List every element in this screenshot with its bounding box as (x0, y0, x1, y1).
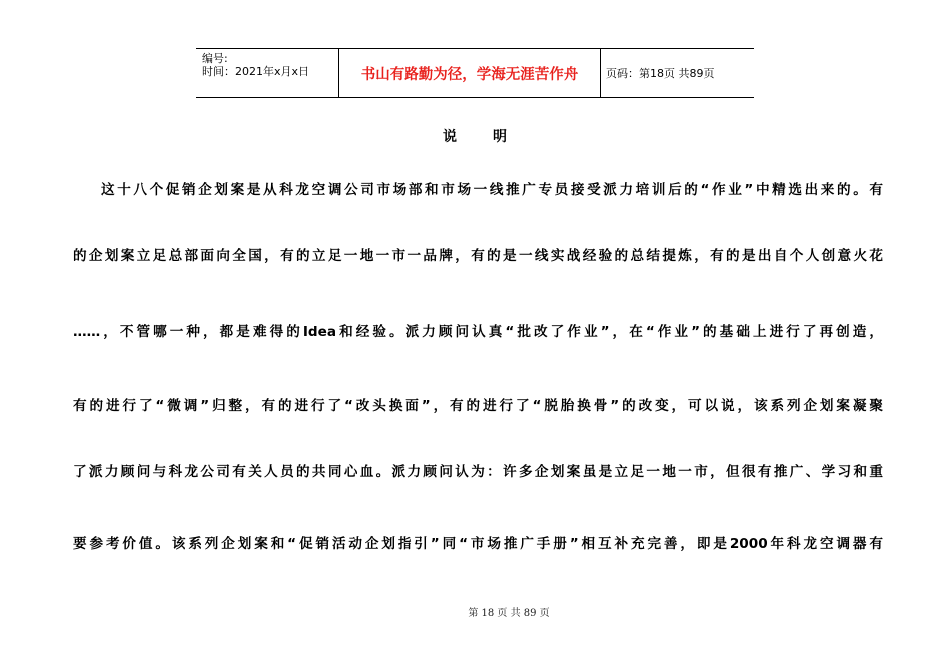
document-title: 说明 (443, 129, 543, 145)
paragraph-line: 了派力顾问与科龙公司有关人员的共同心血。派力顾问认为：许多企划案虽是立足一地一市，但很有推广、学习和重 (73, 464, 883, 480)
paragraph-line: 的企划案立足总部面向全国，有的立足一地一市一品牌，有的是一线实战经验的总结提炼，有的是出自个人创意火花 (73, 248, 883, 264)
paragraph-line: ……，不管哪一种，都是难得的Idea和经验。派力顾问认真“批改了作业”，在“作业”的基础上进行了再创造， (73, 324, 883, 340)
paragraph-line: 要参考价值。该系列企划案和“促销活动企划指引”同“市场推广手册”相互补充完善，即是2000年科龙空调器有 (73, 536, 883, 552)
page-footer: 第 18 页 共 89 页 (468, 608, 550, 619)
header-page-number: 页码：第18页 共89页 (606, 67, 715, 80)
paragraph-line: 这十八个促销企划案是从科龙空调公司市场部和市场一线推广专员接受派力培训后的“作业”中精选出来的。有 (101, 182, 883, 198)
time-label: 时间：2021年x月x日 (202, 65, 310, 78)
header-motto: 书山有路勤为径，学海无涯苦作舟 (339, 49, 601, 97)
header-meta (196, 49, 339, 97)
page-header (196, 48, 754, 98)
paragraph-line: 有的进行了“微调”归整，有的进行了“改头换面”，有的进行了“脱胎换骨”的改变，可以说，该系列企划案凝聚 (73, 398, 883, 414)
number-label: 编号: (202, 52, 228, 65)
